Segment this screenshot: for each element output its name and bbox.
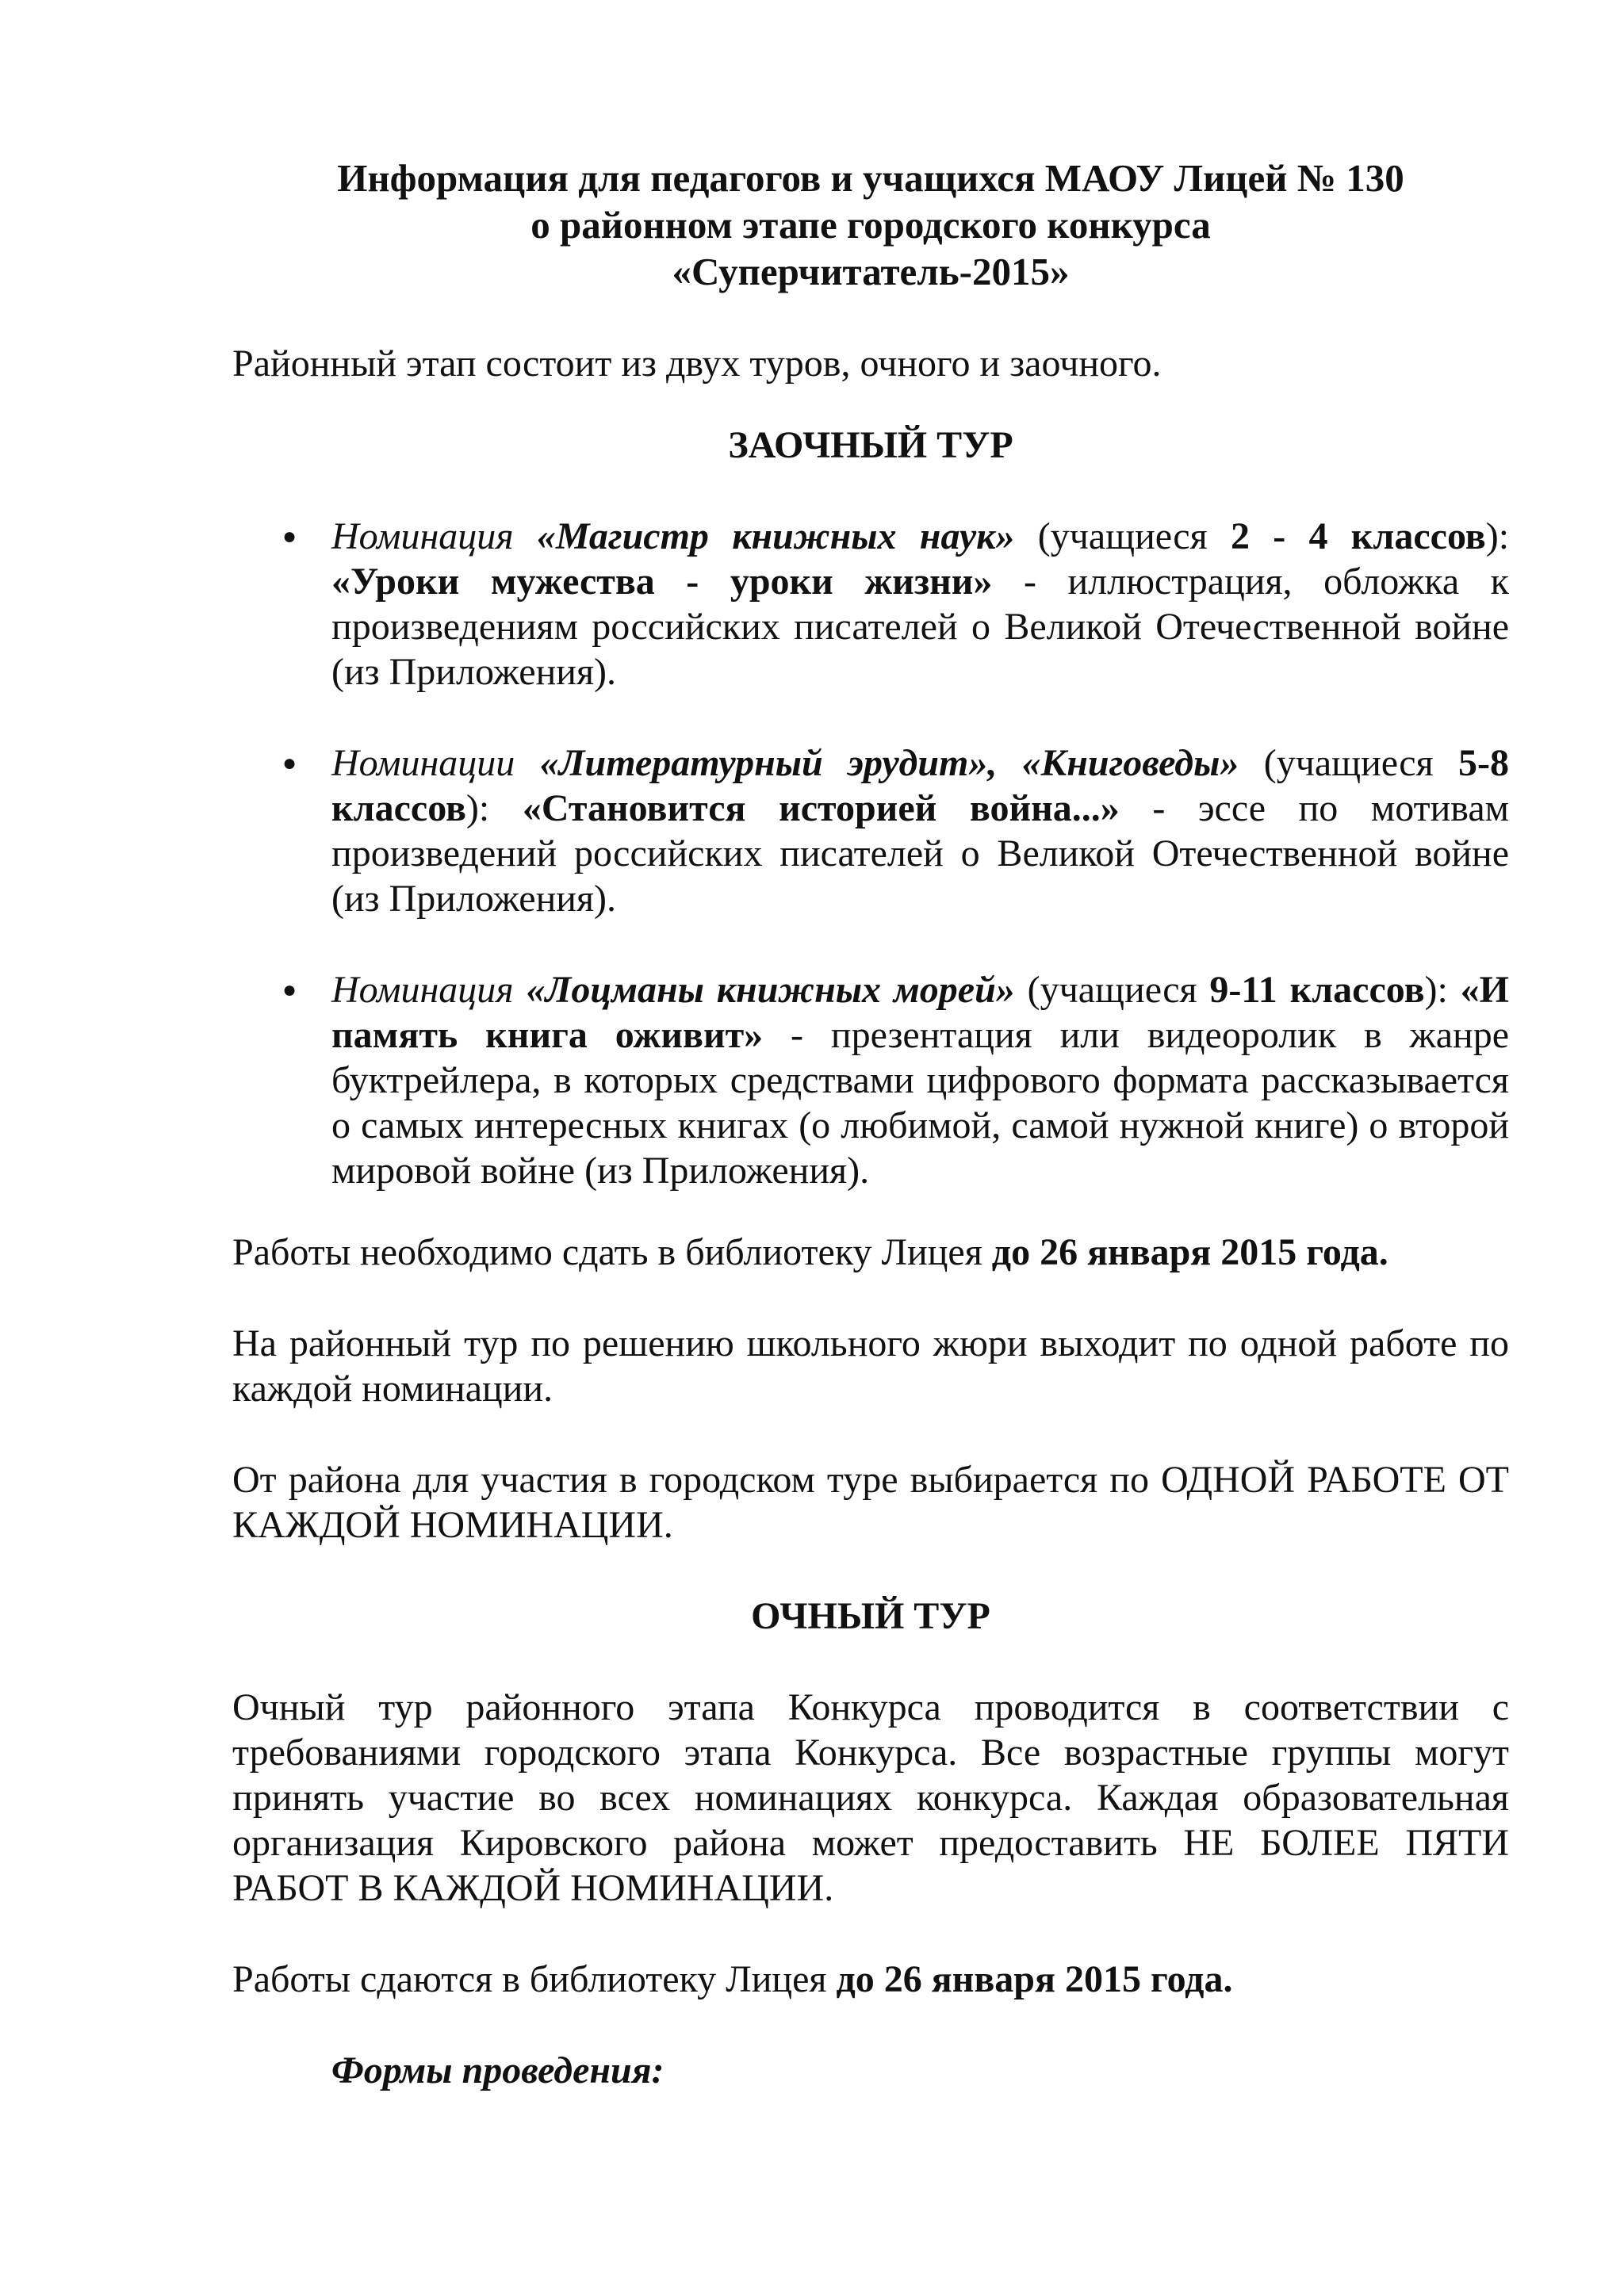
ochny-deadline-paragraph [232,1957,1509,2002]
nomination-description: - эссе по мотивам произведений российских писателей о Великой Отечественной войне (из Приложения). [331,787,1510,920]
deadline-text: Работы необходимо сдать в библиотеку Лицея [232,1231,992,1273]
title-line-3: «Суперчитатель-2015» [672,250,1070,293]
nomination-who-open: (учащиеся [1014,969,1210,1011]
nomination-description: - иллюстрация, обложка к произведениям российских писателей о Великой Отечественной войне (из Приложения). [331,561,1509,693]
nomination-item [232,740,1509,921]
document-title [232,155,1509,295]
nomination-item [232,967,1509,1193]
nomination-theme: «Уроки мужества - уроки жизни» [331,561,993,603]
nomination-description: - презентация или видеоролик в жанре буктрейлера, в которых средствами цифрового формата рассказывается о самых интересных книгах (о любимой, самой нужной книге) о второй мировой войне (из Приложения). [331,1014,1510,1192]
section-heading-zaochny: ЗАОЧНЫЙ ТУР [728,424,1013,466]
deadline-text: Работы сдаются в библиотеку Лицея [232,1958,837,2000]
deadline-date: до 26 января 2015 года. [991,1231,1388,1273]
bullet-icon: ● [282,977,297,1003]
document-page [232,155,1509,2093]
title-line-2: о районном этапе городского конкурса [530,203,1211,247]
nomination-theme: «И память книга оживит» [331,969,1510,1056]
nomination-grades: 9-11 классов [1209,969,1425,1011]
intro-paragraph: Районный этап состоит из двух туров, очного и заочного. [232,342,1162,385]
nomination-who-open: (учащиеся [1014,515,1231,557]
bullet-icon: ● [282,750,297,776]
nominations-list [232,514,1509,1193]
nomination-who-close: ): [1424,969,1461,1011]
ochny-body-paragraph: Очный тур районного этапа Конкурса проводится в соответствии с требованиями городского этапа Конкурса. Все возрастные группы могут принять участие во всех номинациях конкурса. Каждая образовательная организация Кировского района может предоставить НЕ БОЛЕЕ ПЯТИ РАБОТ В КАЖДОЙ НОМИНАЦИИ. [232,1686,1509,1909]
nomination-name: «Магистр книжных наук» [536,515,1015,557]
nomination-grades: 5-8 классов [331,742,1510,829]
bullet-icon: ● [282,523,297,549]
forms-label: Формы проведения: [331,2049,665,2091]
nomination-name: «Литературный эрудит», «Книговеды» [539,742,1239,784]
district-paragraph: От района для участия в городском туре выбирается по ОДНОЙ РАБОТЕ ОТ КАЖДОЙ НОМИНАЦИИ. [232,1459,1509,1546]
title-line-1: Информация для педагогов и учащихся МАОУ Лицей № 130 [337,156,1404,200]
nomination-theme: «Становится историей война...» [522,787,1120,829]
jury-paragraph: На районный тур по решению школьного жюри выходит по одной работе по каждой номинации. [232,1322,1509,1410]
deadline-date: до 26 января 2015 года. [836,1958,1233,2000]
section-heading-ochny: ОЧНЫЙ ТУР [751,1595,990,1637]
nomination-prefix: Номинация [331,515,537,557]
nomination-who-close: ): [465,787,523,829]
nomination-name: «Лоцманы книжных морей» [526,969,1015,1011]
nomination-who-open: (учащиеся [1239,742,1459,784]
zaochny-deadline-paragraph [232,1230,1509,1275]
nomination-grades: 2 - 4 классов [1230,515,1486,557]
nomination-item [232,514,1509,695]
nomination-prefix: Номинации [331,742,540,784]
nomination-who-close: ): [1485,515,1510,557]
nomination-prefix: Номинация [331,969,527,1011]
